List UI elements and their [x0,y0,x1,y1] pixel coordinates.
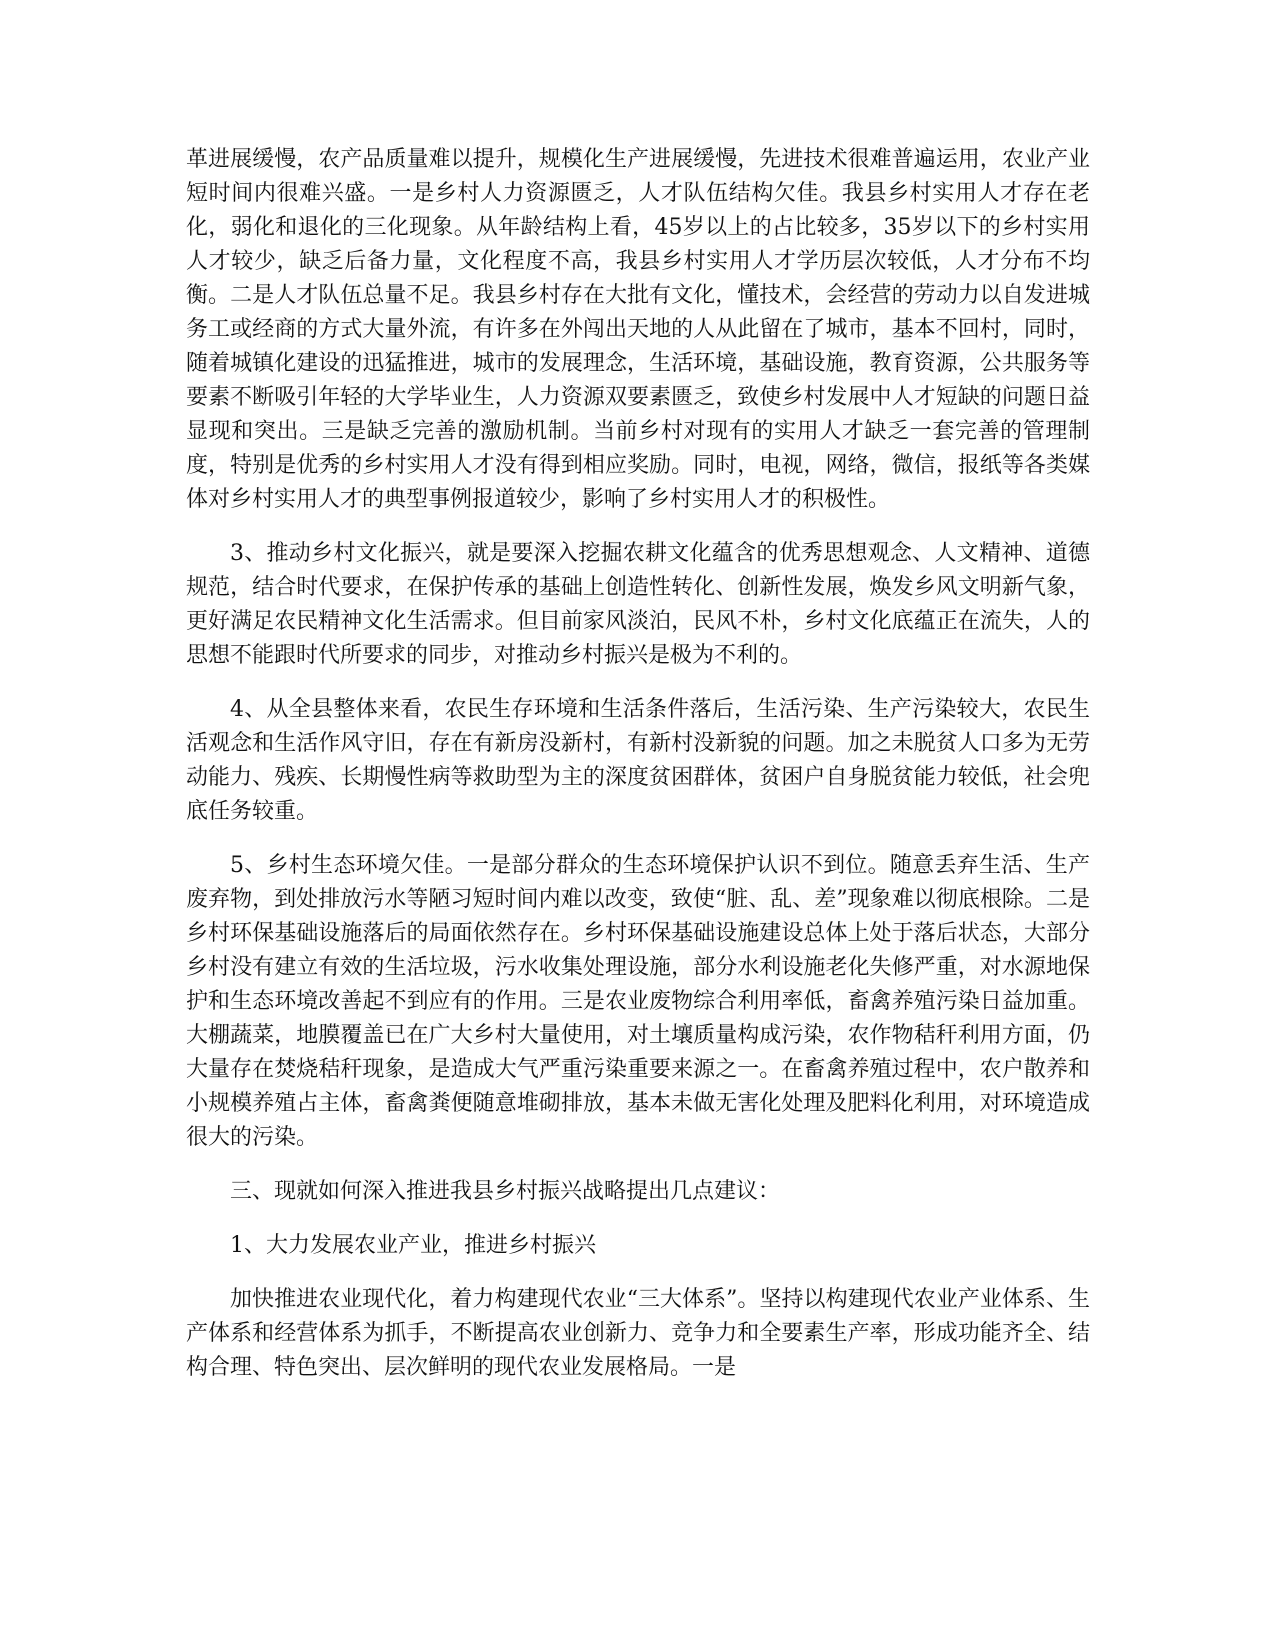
section-heading-suggestions: 三、现就如何深入推进我县乡村振兴战略提出几点建议： [230,1179,781,1204]
paragraph-ecology: 5、乡村生态环境欠佳。一是部分群众的生态环境保护认识不到位。随意丢弃生活、生产废弃物，到处排放污水等陋习短时间内难以改变，致使“脏、乱、差”现象难以彻底根除。二是乡村环保基础设施落后的局面依然存在。乡村环保基础设施建设总体上处于落后状态，大部分乡村没有建立有效的生活垃圾，污水收集处理设施，部分水利设施老化失修严重，对水源地保护和生态环境改善起不到应有的作用。三是农业废物综合利用率低，畜禽养殖污染日益加重。大棚蔬菜，地膜覆盖已在广大乡村大量使用，对土壤质量构成污染，农作物秸秆利用方面，仍大量存在焚烧秸秆现象，是造成大气严重污染重要来源之一。在畜禽养殖过程中，农户散养和小规模养殖占主体，畜禽粪便随意堆砌排放，基本未做无害化处理及肥料化利用，对环境造成很大的污染。 [186,853,1090,1150]
paragraph-modernization: 加快推进农业现代化，着力构建现代农业“三大体系”。坚持以构建现代农业产业体系、生产体系和经营体系为抓手，不断提高农业创新力、竞争力和全要素生产率，形成功能齐全、结构合理、特色突出、层次鲜明的现代农业发展格局。一是 [186,1287,1090,1380]
paragraph-living-conditions: 4、从全县整体来看，农民生存环境和生活条件落后，生活污染、生产污染较大，农民生活观念和生活作风守旧，存在有新房没新村，有新村没新貌的问题。加之未脱贫人口多为无劳动能力、残疾、长期慢性病等救助型为主的深度贫困群体，贫困户自身脱贫能力较低，社会兜底任务较重。 [186,697,1090,824]
paragraph-culture-revival: 3、推动乡村文化振兴，就是要深入挖掘农耕文化蕴含的优秀思想观念、人文精神、道德规范，结合时代要求，在保护传承的基础上创造性转化、创新性发展，焕发乡风文明新气象，更好满足农民精神文化生活需求。但目前家风淡泊，民风不朴，乡村文化底蕴正在流失，人的思想不能跟时代所要求的同步，对推动乡村振兴是极为不利的。 [186,541,1090,668]
subheading-agriculture: 1、大力发展农业产业，推进乡村振兴 [230,1233,596,1258]
document-page [186,143,1090,1405]
paragraph-talent-shortage: 革进展缓慢，农产品质量难以提升，规模化生产进展缓慢，先进技术很难普遍运用，农业产业短时间内很难兴盛。一是乡村人力资源匮乏，人才队伍结构欠佳。我县乡村实用人才存在老化，弱化和退化的三化现象。从年龄结构上看，45岁以上的占比较多，35岁以下的乡村实用人才较少，缺乏后备力量，文化程度不高，我县乡村实用人才学历层次较低，人才分布不均衡。二是人才队伍总量不足。我县乡村存在大批有文化，懂技术，会经营的劳动力以自发进城务工或经商的方式大量外流，有许多在外闯出天地的人从此留在了城市，基本不回村，同时，随着城镇化建设的迅猛推进，城市的发展理念，生活环境，基础设施，教育资源，公共服务等要素不断吸引年轻的大学毕业生，人力资源双要素匮乏，致使乡村发展中人才短缺的问题日益显现和突出。三是缺乏完善的激励机制。当前乡村对现有的实用人才缺乏一套完善的管理制度，特别是优秀的乡村实用人才没有得到相应奖励。同时，电视，网络，微信，报纸等各类媒体对乡村实用人才的典型事例报道较少，影响了乡村实用人才的积极性。 [186,147,1090,512]
